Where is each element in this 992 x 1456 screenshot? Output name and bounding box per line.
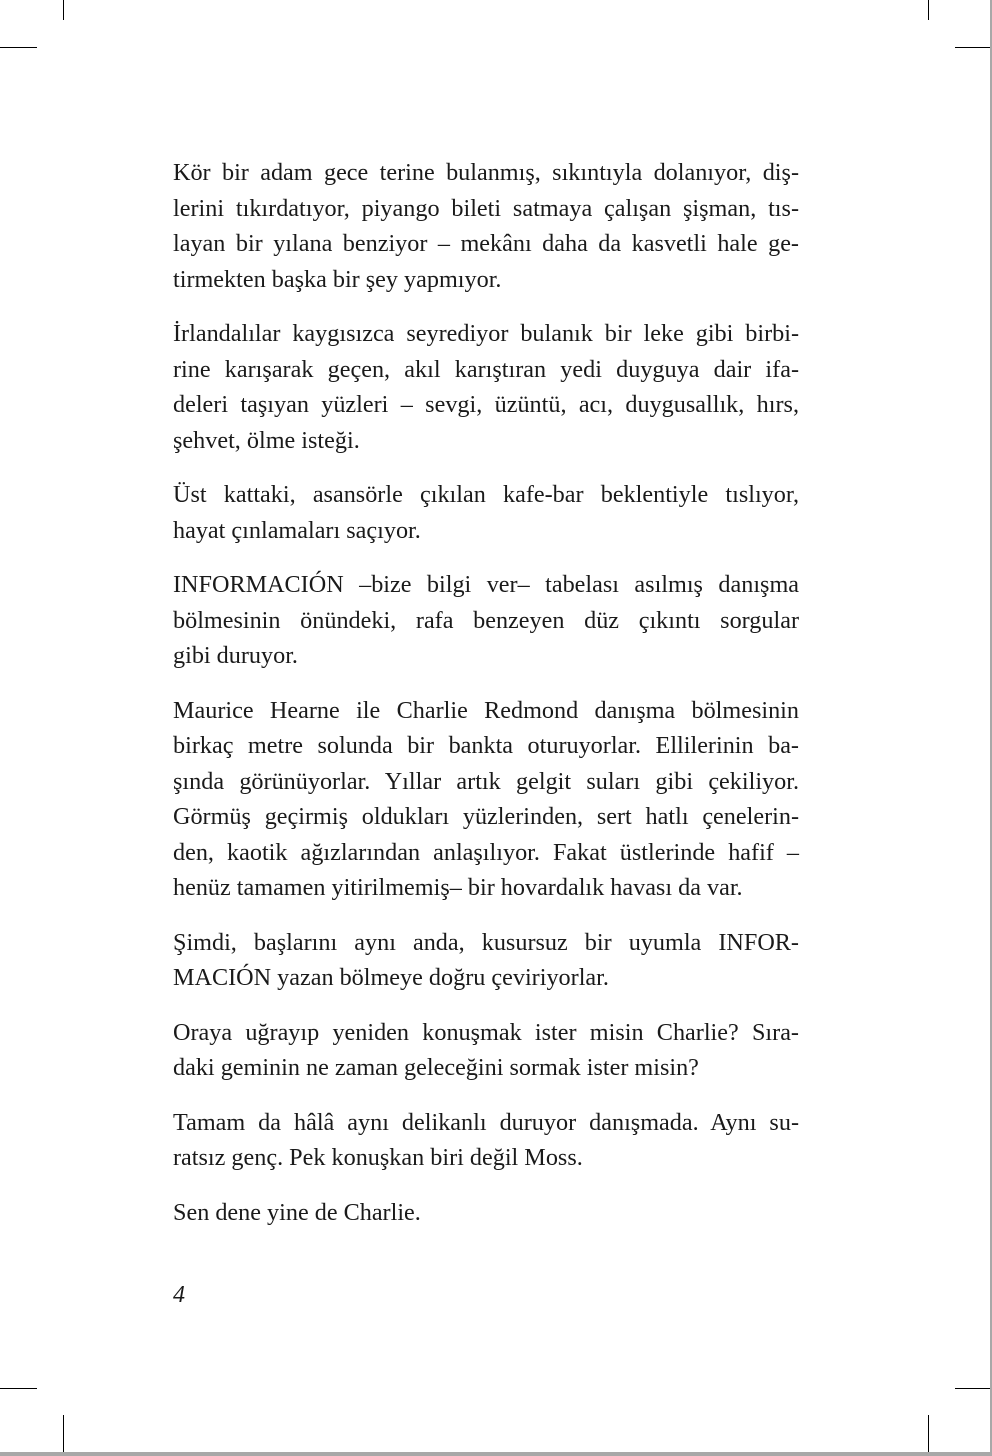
paragraph <box>173 155 799 297</box>
text-line: Üst kattaki, asansörle çıkılan kafe-bar beklentiyle tıslıyor, <box>173 481 799 508</box>
text-line: rine karışarak geçen, akıl karıştıran yedi duyguya dair ifa- <box>173 355 799 383</box>
paragraph <box>173 1015 799 1086</box>
text-line: hayat çınlamaları saçıyor. <box>173 516 421 544</box>
text-line: MACIÓN yazan bölmeye doğru çeviriyorlar. <box>173 964 609 991</box>
paragraph <box>173 1195 799 1231</box>
crop-mark-bottom-left-vertical <box>63 1415 64 1452</box>
crop-mark-bottom-right-horizontal <box>955 1388 990 1389</box>
text-line: tirmekten başka bir şey yapmıyor. <box>173 265 502 293</box>
paragraph <box>173 477 799 548</box>
text-line: Sen dene yine de Charlie. <box>173 1198 421 1226</box>
text-line: daki geminin ne zaman geleceğini sormak ister misin? <box>173 1054 699 1081</box>
text-line: gibi duruyor. <box>173 642 298 669</box>
text-line: deleri taşıyan yüzleri – sevgi, üzüntü, acı, duygusallık, hırs, <box>173 391 799 418</box>
text-line: ratsız genç. Pek konuşkan biri değil Moss. <box>173 1144 583 1171</box>
paragraph <box>173 567 799 674</box>
text-line: Kör bir adam gece terine bulanmış, sıkıntıyla dolanıyor, diş- <box>173 159 799 186</box>
text-line: şehvet, ölme isteği. <box>173 426 360 454</box>
text-line: lerini tıkırdatıyor, piyango bileti satmaya çalışan şişman, tıs- <box>173 194 799 222</box>
crop-mark-bottom-left-horizontal <box>0 1388 37 1389</box>
page-edge-bottom <box>0 1452 992 1456</box>
text-line: Oraya uğrayıp yeniden konuşmak ister misin Charlie? Sıra- <box>173 1018 799 1046</box>
text-line: İrlandalılar kaygısızca seyrediyor bulanık bir leke gibi birbi- <box>173 320 799 347</box>
page-number: 4 <box>173 1282 185 1308</box>
text-line: Tamam da hâlâ aynı delikanlı duruyor danışmada. Aynı su- <box>173 1108 799 1136</box>
paragraph <box>173 316 799 458</box>
crop-mark-top-right-vertical <box>928 0 929 20</box>
text-line: birkaç metre solunda bir bankta oturuyorlar. Ellilerinin ba- <box>173 732 799 759</box>
paragraph <box>173 693 799 906</box>
text-line: bölmesinin önündeki, rafa benzeyen düz çıkıntı sorgular <box>173 606 799 634</box>
text-line: INFORMACIÓN –bize bilgi ver– tabelası asılmış danışma <box>173 571 799 598</box>
text-line: henüz tamamen yitirilmemiş– bir hovardalık havası da var. <box>173 874 743 901</box>
text-line: Görmüş geçirmiş oldukları yüzlerinden, sert hatlı çenelerin- <box>173 803 799 830</box>
text-line: layan bir yılana benziyor – mekânı daha da kasvetli hale ge- <box>173 230 799 257</box>
body-text <box>173 155 799 1249</box>
crop-mark-bottom-right-vertical <box>928 1415 929 1452</box>
paragraph <box>173 925 799 996</box>
crop-mark-top-left-vertical <box>63 0 64 20</box>
crop-mark-top-right-horizontal <box>955 47 990 48</box>
paragraph <box>173 1105 799 1176</box>
text-line: den, kaotik ağızlarından anlaşılıyor. Fakat üstlerinde hafif – <box>173 838 799 866</box>
text-line: şında görünüyorlar. Yıllar artık gelgit suları gibi çekiliyor. <box>173 767 799 795</box>
text-line: Maurice Hearne ile Charlie Redmond danışma bölmesinin <box>173 696 799 724</box>
crop-mark-top-left-horizontal <box>0 47 37 48</box>
text-line: Şimdi, başlarını aynı anda, kusursuz bir uyumla INFOR- <box>173 928 799 956</box>
